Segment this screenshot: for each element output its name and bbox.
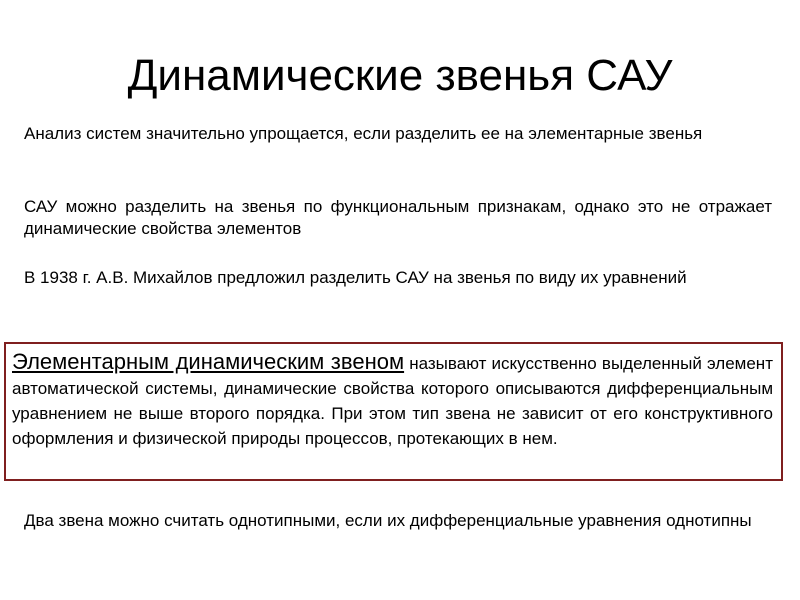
definition-body: называют искусственно выделенный элемент автоматической системы, динамические свойства которого описываются дифференциальным уравнением не выше второго порядка. При этом тип звена не зависит от его конструктивного оформления и физической природы процессов, протекающих в нем. (12, 354, 773, 448)
closing-paragraph: Два звена можно считать однотипными, если их дифференциальные уравнения однотипны (24, 511, 752, 530)
intro-paragraph-mikhailov: В 1938 г. А.В. Михайлов предложил разделить САУ на звенья по виду их уравнений (24, 268, 687, 287)
definition-box (4, 342, 783, 481)
slide-title: Динамические звенья САУ (127, 51, 673, 100)
intro-paragraph-analysis: Анализ систем значительно упрощается, если разделить ее на элементарные звенья (24, 124, 703, 143)
intro-paragraph-functional: САУ можно разделить на звенья по функциональным признакам, однако это не отражает динамические свойства элементов (24, 197, 772, 238)
definition-text (12, 349, 773, 451)
definition-term: Элементарным динамическим звеном (12, 349, 405, 374)
